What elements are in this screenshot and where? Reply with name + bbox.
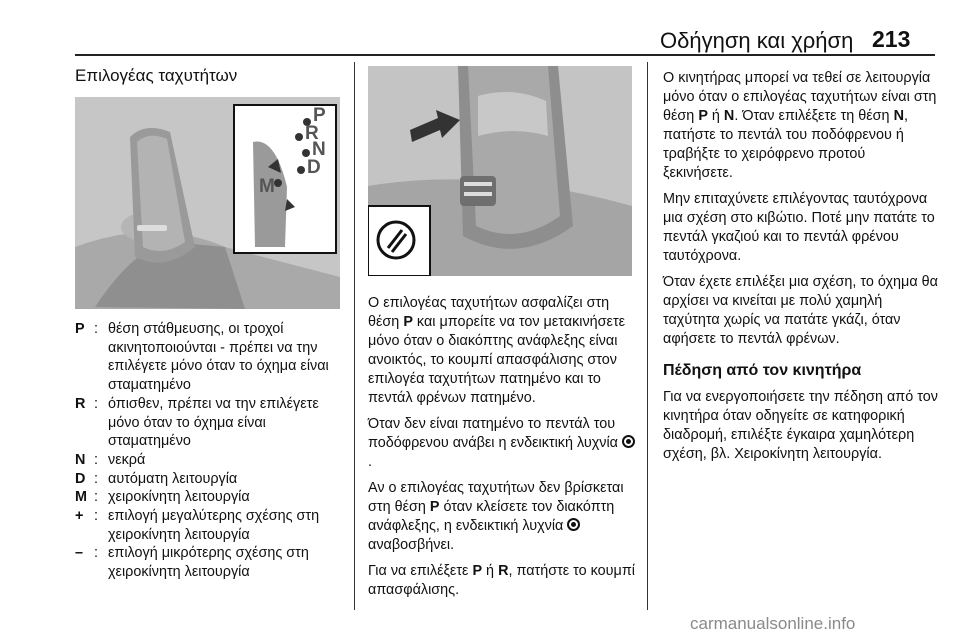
brake-indicator-icon bbox=[567, 518, 580, 531]
definition-row bbox=[75, 507, 347, 544]
position-dot-d bbox=[297, 166, 305, 174]
definition-colon: : bbox=[94, 470, 98, 487]
definition-row bbox=[75, 395, 347, 451]
definition-colon: : bbox=[94, 321, 98, 337]
right-column-text bbox=[663, 69, 939, 471]
figure-label-p: P bbox=[313, 105, 326, 126]
figure-label-m: M bbox=[259, 176, 275, 197]
plus-icon: + bbox=[75, 508, 84, 525]
definition-row bbox=[75, 544, 347, 581]
definition-key: D bbox=[75, 470, 86, 487]
definition-row bbox=[75, 451, 347, 470]
paragraph: Όταν έχετε επιλέξει μια σχέση, το όχημα θα αρχίσει να κινείται με πολύ χαμηλή ταχύτητα χωρίς να πατάτε γκάζι, όταν αφήσετε το πεντάλ φρένων. bbox=[663, 274, 938, 347]
column-divider-left bbox=[354, 62, 355, 610]
gear-selector-figure bbox=[75, 97, 340, 309]
position-dot-m bbox=[274, 179, 282, 187]
paragraph: Αν ο επιλογέας ταχυτήτων δεν βρίσκεται στη θέση P όταν κλείσετε τον διακόπτη ανάφλεξης, η ενδεικτική λυχνία αναβοσβήνει. bbox=[368, 480, 624, 553]
paragraph: Όταν δεν είναι πατημένο το πεντάλ του ποδόφρενου ανάβει η ενδεικτική λυχνία . bbox=[368, 415, 636, 472]
section-title: Επιλογέας ταχυτήτων bbox=[75, 66, 238, 85]
column-divider-right bbox=[647, 62, 648, 610]
definition-row bbox=[75, 488, 347, 507]
definition-key: P bbox=[75, 321, 85, 337]
definition-key: M bbox=[75, 489, 87, 506]
watermark: carmanualsonline.info bbox=[690, 614, 856, 633]
position-dot-r bbox=[295, 133, 303, 141]
definition-value: επιλογή μεγαλύτερης σχέσης στη χειροκίνητη λειτουργία bbox=[108, 508, 320, 543]
gear-position-list bbox=[75, 320, 347, 582]
header-rule bbox=[75, 54, 935, 56]
definition-value: αυτόματη λειτουργία bbox=[108, 470, 238, 487]
release-button-illustration bbox=[368, 66, 632, 276]
page-number: 213 bbox=[872, 26, 911, 52]
minus-icon: – bbox=[75, 545, 84, 562]
definition-colon: : bbox=[94, 489, 98, 506]
middle-column-text bbox=[368, 294, 636, 607]
paragraph: Ο κινητήρας μπορεί να τεθεί σε λειτουργία μόνο όταν ο επιλογέας ταχυτήτων είναι στη θέση P ή N. Όταν επιλέξετε τη θέση N, πατήστε το πεντάλ του ποδόφρενου ή τραβήξτε το χειρόφρενο προτού ξεκινήσετε. bbox=[663, 70, 937, 181]
figure-label-n: N bbox=[312, 139, 326, 160]
paragraph: Ο επιλογέας ταχυτήτων ασφαλίζει στη θέση P και μπορείτε να τον μετακινήσετε μόνο όταν ο διακόπτης ανάφλεξης είναι ανοικτός, το κουμπί απασφάλισης στον επιλογέα ταχυτήτων πατημένο και το πεντάλ φρένων πατημένο. bbox=[368, 295, 626, 406]
paragraph: Μην επιταχύνετε επιλέγοντας ταυτόχρονα μια σχέση στο κιβώτιο. Ποτέ μην πατάτε το πεντάλ γκαζιού και το πεντάλ φρένου ταυτόχρονα. bbox=[663, 191, 935, 264]
definition-value: επιλογή μικρότερης σχέσης στη χειροκίνητη λειτουργία bbox=[108, 545, 309, 581]
release-button-figure bbox=[368, 66, 632, 276]
subheading: Πέδηση από τον κινητήρα bbox=[663, 362, 862, 379]
definition-key: R bbox=[75, 395, 86, 412]
paragraph: Για να ενεργοποιήσετε την πέδηση από τον κινητήρα όταν οδηγείτε σε κατηφορική διαδρομή, επιλέξτε έγκαιρα χαμηλότερη σχέση, βλ. Χειροκίνητη λειτουργία. bbox=[663, 389, 938, 462]
figure-label-d: D bbox=[307, 157, 321, 178]
page-header bbox=[0, 0, 960, 58]
definition-colon: : bbox=[94, 395, 98, 412]
position-dot-n bbox=[302, 149, 310, 157]
definition-row bbox=[75, 470, 347, 489]
definition-value: χειροκίνητη λειτουργία bbox=[108, 489, 250, 506]
definition-colon: : bbox=[94, 451, 98, 468]
definition-colon: : bbox=[94, 508, 98, 525]
paragraph: Για να επιλέξετε P ή R, πατήστε το κουμπί απασφάλισης. bbox=[368, 563, 635, 598]
definition-row bbox=[75, 320, 347, 395]
definition-key: N bbox=[75, 451, 86, 468]
definition-value: νεκρά bbox=[108, 451, 146, 468]
definition-value: θέση στάθμευσης, οι τροχοί ακινητοποιούνται - πρέπει να την επιλέγετε μόνο όταν το όχημα είναι σταματημένο bbox=[108, 321, 329, 394]
gear-selector-illustration bbox=[75, 97, 340, 309]
definition-colon: : bbox=[94, 545, 98, 562]
brake-indicator-icon bbox=[622, 435, 635, 448]
figure-label-r: R bbox=[305, 123, 319, 144]
running-title: Οδήγηση και χρήση bbox=[660, 28, 854, 53]
definition-value: όπισθεν, πρέπει να την επιλέγετε μόνο όταν το όχημα είναι σταματημένο bbox=[108, 395, 319, 450]
